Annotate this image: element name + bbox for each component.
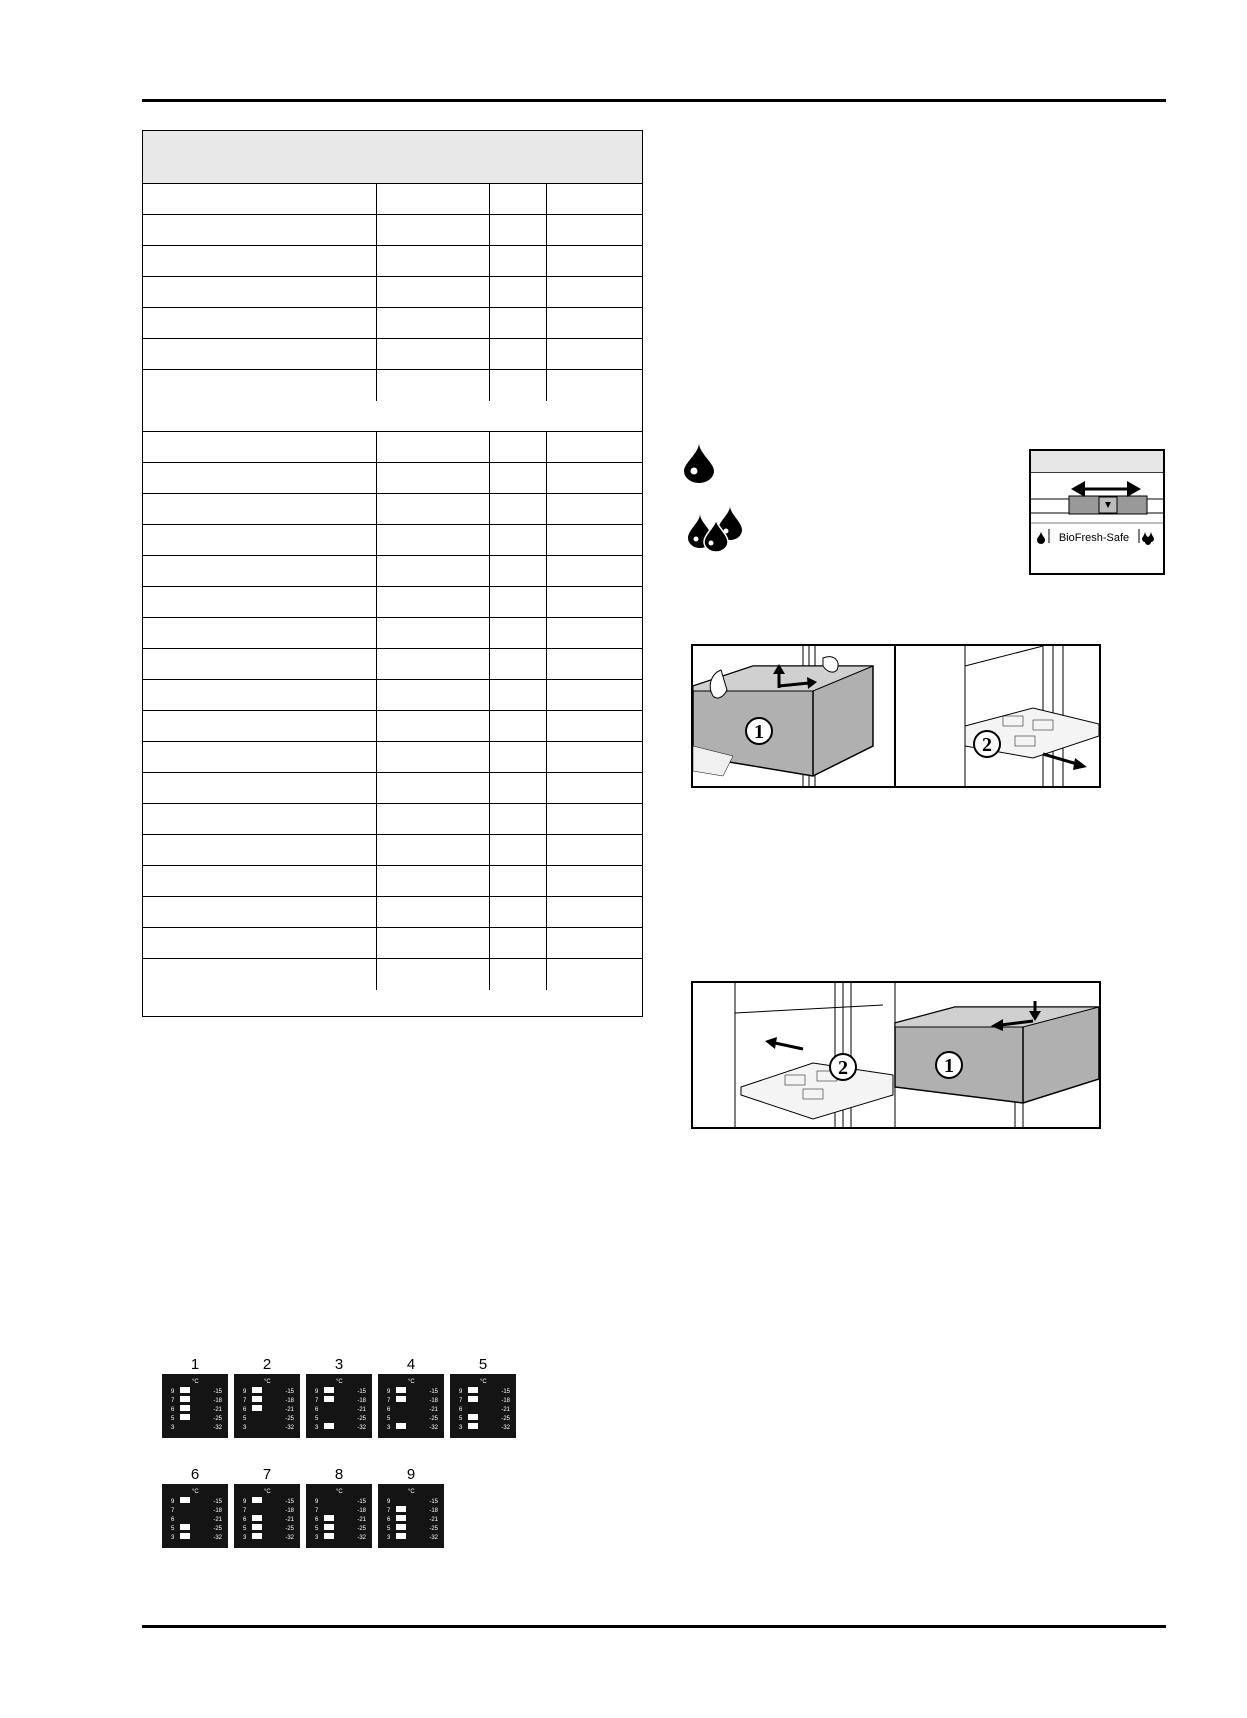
temperature-display <box>306 1466 372 1553</box>
scale-left-label: 6 <box>387 1407 391 1413</box>
display-number: 5 <box>478 1356 488 1373</box>
scale-right-label: -15 <box>429 1499 438 1505</box>
table-rows-group-2 <box>143 432 642 990</box>
scale-right-label: -21 <box>357 1407 366 1413</box>
scale-right-label: -25 <box>357 1416 366 1422</box>
temperature-display <box>234 1466 300 1553</box>
table-cell-divider <box>489 897 490 927</box>
table-cell-divider <box>376 339 377 369</box>
display-panel <box>306 1374 372 1438</box>
display-bar <box>396 1423 406 1429</box>
table-cell-divider <box>546 556 547 586</box>
scale-right-label: -32 <box>285 1535 294 1541</box>
table-cell-divider <box>376 556 377 586</box>
table-cell-divider <box>376 277 377 307</box>
display-bar <box>468 1396 478 1402</box>
temperature-display <box>162 1356 228 1443</box>
display-bar <box>396 1396 406 1402</box>
table-cell-divider <box>376 618 377 648</box>
table-cell-divider <box>376 773 377 803</box>
display-bar <box>252 1533 262 1539</box>
table-cell-divider <box>546 804 547 834</box>
display-bar <box>252 1497 262 1503</box>
scale-left-label: 5 <box>243 1416 247 1422</box>
table-cell-divider <box>376 308 377 338</box>
table-cell-divider <box>489 277 490 307</box>
display-unit: °C <box>336 1489 343 1495</box>
bottom-rule <box>142 1625 1166 1628</box>
table-row <box>143 804 642 835</box>
table-row <box>143 525 642 556</box>
table-cell-divider <box>546 277 547 307</box>
display-bar <box>180 1414 190 1420</box>
scale-right-label: -18 <box>429 1508 438 1514</box>
scale-left-label: 6 <box>315 1517 319 1523</box>
display-number: 8 <box>334 1466 344 1483</box>
display-bar <box>468 1423 478 1429</box>
scale-left-label: 3 <box>459 1425 463 1431</box>
table-cell-divider <box>546 897 547 927</box>
scale-left-label: 9 <box>387 1389 391 1395</box>
temperature-display <box>306 1356 372 1443</box>
scale-right-label: -21 <box>501 1407 510 1413</box>
table-row <box>143 556 642 587</box>
display-bar <box>180 1387 190 1393</box>
table-cell-divider <box>546 246 547 276</box>
table-cell-divider <box>489 928 490 958</box>
display-bar <box>324 1387 334 1393</box>
scale-right-label: -18 <box>285 1508 294 1514</box>
display-bar <box>252 1515 262 1521</box>
table-cell-divider <box>376 804 377 834</box>
table-cell-divider <box>376 215 377 245</box>
table-cell-divider <box>489 525 490 555</box>
table-row <box>143 432 642 463</box>
scale-left-label: 7 <box>243 1398 247 1404</box>
scale-right-label: -25 <box>501 1416 510 1422</box>
scale-right-label: -21 <box>285 1517 294 1523</box>
display-bar <box>180 1533 190 1539</box>
table-cell-divider <box>376 649 377 679</box>
display-bar <box>252 1405 262 1411</box>
top-rule <box>142 99 1166 102</box>
table-cell-divider <box>489 649 490 679</box>
table-cell-divider <box>546 525 547 555</box>
table-cell-divider <box>546 866 547 896</box>
scale-left-label: 7 <box>171 1398 175 1404</box>
scale-left-label: 6 <box>243 1407 247 1413</box>
table-cell-divider <box>376 866 377 896</box>
table-row <box>143 339 642 370</box>
table-divider-row <box>143 401 642 432</box>
table-cell-divider <box>546 370 547 401</box>
table-row <box>143 277 642 308</box>
table-cell-divider <box>489 959 490 990</box>
table-cell-divider <box>376 835 377 865</box>
scale-right-label: -15 <box>213 1389 222 1395</box>
display-panel <box>306 1484 372 1548</box>
table-cell-divider <box>376 897 377 927</box>
table-cell-divider <box>489 742 490 772</box>
display-bar <box>252 1387 262 1393</box>
table-cell-divider <box>489 835 490 865</box>
scale-right-label: -32 <box>213 1535 222 1541</box>
table-cell-divider <box>376 587 377 617</box>
drawer-removal-illustration <box>691 644 1101 788</box>
display-bar <box>324 1423 334 1429</box>
display-bar <box>468 1414 478 1420</box>
display-panel <box>378 1374 444 1438</box>
scale-right-label: -18 <box>501 1398 510 1404</box>
scale-left-label: 3 <box>315 1425 319 1431</box>
display-number: 9 <box>406 1466 416 1483</box>
scale-left-label: 7 <box>459 1398 463 1404</box>
scale-right-label: -18 <box>213 1398 222 1404</box>
scale-left-label: 9 <box>315 1499 319 1505</box>
display-number: 6 <box>190 1466 200 1483</box>
table-row <box>143 494 642 525</box>
scale-left-label: 6 <box>459 1407 463 1413</box>
scale-right-label: -15 <box>285 1499 294 1505</box>
slider-label: BioFresh-Safe <box>1058 532 1130 544</box>
scale-left-label: 5 <box>387 1526 391 1532</box>
display-bar <box>396 1515 406 1521</box>
scale-left-label: 5 <box>315 1416 319 1422</box>
table-cell-divider <box>489 773 490 803</box>
scale-right-label: -21 <box>429 1407 438 1413</box>
table-cell-divider <box>546 773 547 803</box>
storage-table <box>142 130 643 1017</box>
table-row <box>143 959 642 990</box>
scale-right-label: -25 <box>357 1526 366 1532</box>
table-row <box>143 680 642 711</box>
table-cell-divider <box>489 215 490 245</box>
table-cell-divider <box>489 370 490 401</box>
display-unit: °C <box>336 1379 343 1385</box>
display-bar <box>396 1506 406 1512</box>
scale-right-label: -32 <box>501 1425 510 1431</box>
display-unit: °C <box>408 1379 415 1385</box>
table-row <box>143 308 642 339</box>
display-unit: °C <box>480 1379 487 1385</box>
display-unit: °C <box>264 1489 271 1495</box>
table-cell-divider <box>376 959 377 990</box>
table-cell-divider <box>546 618 547 648</box>
table-cell-divider <box>376 494 377 524</box>
display-unit: °C <box>192 1379 199 1385</box>
scale-left-label: 3 <box>243 1535 247 1541</box>
table-row <box>143 587 642 618</box>
temperature-display-grid <box>162 1356 522 1556</box>
scale-right-label: -25 <box>213 1526 222 1532</box>
scale-right-label: -25 <box>285 1526 294 1532</box>
display-bar <box>324 1396 334 1402</box>
water-drops-icon <box>686 506 748 557</box>
display-unit: °C <box>408 1489 415 1495</box>
display-bar <box>180 1396 190 1402</box>
scale-left-label: 9 <box>459 1389 463 1395</box>
scale-left-label: 9 <box>171 1499 175 1505</box>
scale-left-label: 6 <box>315 1407 319 1413</box>
scale-right-label: -15 <box>357 1499 366 1505</box>
table-row <box>143 866 642 897</box>
scale-left-label: 7 <box>387 1398 391 1404</box>
scale-right-label: -18 <box>213 1508 222 1514</box>
table-cell-divider <box>489 308 490 338</box>
scale-right-label: -32 <box>429 1535 438 1541</box>
scale-right-label: -15 <box>501 1389 510 1395</box>
scale-left-label: 5 <box>315 1526 319 1532</box>
display-bar <box>252 1524 262 1530</box>
scale-right-label: -25 <box>429 1526 438 1532</box>
table-cell-divider <box>546 959 547 990</box>
table-cell-divider <box>376 711 377 741</box>
table-cell-divider <box>489 463 490 493</box>
display-number: 1 <box>190 1356 200 1373</box>
table-row <box>143 618 642 649</box>
scale-right-label: -32 <box>213 1425 222 1431</box>
table-row <box>143 463 642 494</box>
scale-left-label: 6 <box>243 1517 247 1523</box>
display-bar <box>180 1497 190 1503</box>
display-unit: °C <box>264 1379 271 1385</box>
temperature-display <box>378 1356 444 1443</box>
humidity-slider-panel <box>1029 449 1165 575</box>
scale-left-label: 6 <box>387 1517 391 1523</box>
scale-left-label: 5 <box>243 1526 247 1532</box>
step-marker: 2 <box>838 1057 848 1079</box>
table-cell-divider <box>376 680 377 710</box>
table-cell-divider <box>376 525 377 555</box>
display-bar <box>324 1515 334 1521</box>
table-cell-divider <box>546 835 547 865</box>
display-bar <box>396 1387 406 1393</box>
scale-right-label: -18 <box>429 1398 438 1404</box>
display-bar <box>468 1387 478 1393</box>
table-cell-divider <box>376 928 377 958</box>
display-bar <box>396 1533 406 1539</box>
scale-right-label: -18 <box>357 1398 366 1404</box>
scale-right-label: -15 <box>357 1389 366 1395</box>
scale-left-label: 3 <box>171 1535 175 1541</box>
table-cell-divider <box>546 742 547 772</box>
display-panel <box>234 1484 300 1548</box>
table-row <box>143 370 642 401</box>
display-panel <box>234 1374 300 1438</box>
scale-right-label: -18 <box>357 1508 366 1514</box>
table-cell-divider <box>489 866 490 896</box>
table-cell-divider <box>489 184 490 214</box>
scale-left-label: 3 <box>315 1535 319 1541</box>
display-panel <box>162 1484 228 1548</box>
scale-left-label: 6 <box>171 1517 175 1523</box>
scale-right-label: -21 <box>357 1517 366 1523</box>
table-cell-divider <box>489 711 490 741</box>
display-bar <box>324 1533 334 1539</box>
scale-left-label: 7 <box>171 1508 175 1514</box>
table-header <box>143 131 642 184</box>
table-row <box>143 246 642 277</box>
table-cell-divider <box>546 339 547 369</box>
table-row <box>143 649 642 680</box>
table-cell-divider <box>546 463 547 493</box>
drawer-insertion-illustration <box>691 981 1101 1129</box>
scale-left-label: 3 <box>243 1425 247 1431</box>
table-cell-divider <box>489 246 490 276</box>
scale-right-label: -32 <box>357 1535 366 1541</box>
table-cell-divider <box>546 711 547 741</box>
water-drop-icon <box>684 443 714 488</box>
scale-left-label: 9 <box>387 1499 391 1505</box>
scale-right-label: -25 <box>429 1416 438 1422</box>
table-cell-divider <box>489 618 490 648</box>
step-marker: 2 <box>982 734 992 756</box>
display-panel <box>450 1374 516 1438</box>
table-cell-divider <box>376 463 377 493</box>
table-cell-divider <box>546 494 547 524</box>
scale-right-label: -21 <box>285 1407 294 1413</box>
scale-left-label: 7 <box>315 1508 319 1514</box>
table-row <box>143 742 642 773</box>
table-cell-divider <box>546 308 547 338</box>
step-marker: 1 <box>754 721 764 743</box>
scale-left-label: 7 <box>315 1398 319 1404</box>
table-cell-divider <box>376 432 377 462</box>
scale-left-label: 7 <box>243 1508 247 1514</box>
table-cell-divider <box>489 680 490 710</box>
display-panel <box>162 1374 228 1438</box>
scale-right-label: -18 <box>285 1398 294 1404</box>
display-panel <box>378 1484 444 1548</box>
display-number: 2 <box>262 1356 272 1373</box>
scale-left-label: 9 <box>243 1389 247 1395</box>
display-bar <box>180 1405 190 1411</box>
table-cell-divider <box>546 215 547 245</box>
table-cell-divider <box>546 432 547 462</box>
scale-right-label: -32 <box>285 1425 294 1431</box>
temperature-display <box>234 1356 300 1443</box>
table-cell-divider <box>546 649 547 679</box>
scale-right-label: -32 <box>429 1425 438 1431</box>
table-cell-divider <box>546 184 547 214</box>
temperature-display <box>378 1466 444 1553</box>
display-bar <box>324 1524 334 1530</box>
table-cell-divider <box>489 587 490 617</box>
scale-left-label: 5 <box>459 1416 463 1422</box>
table-cell-divider <box>489 556 490 586</box>
scale-left-label: 3 <box>387 1425 391 1431</box>
scale-left-label: 9 <box>171 1389 175 1395</box>
display-bar <box>396 1524 406 1530</box>
table-cell-divider <box>489 494 490 524</box>
scale-left-label: 3 <box>387 1535 391 1541</box>
table-row <box>143 835 642 866</box>
table-row <box>143 928 642 959</box>
scale-left-label: 5 <box>387 1416 391 1422</box>
scale-left-label: 5 <box>171 1526 175 1532</box>
table-row <box>143 711 642 742</box>
scale-left-label: 9 <box>243 1499 247 1505</box>
table-cell-divider <box>376 370 377 401</box>
temperature-display <box>162 1466 228 1553</box>
scale-left-label: 7 <box>387 1508 391 1514</box>
table-cell-divider <box>489 432 490 462</box>
display-bar <box>180 1524 190 1530</box>
scale-left-label: 6 <box>171 1407 175 1413</box>
table-cell-divider <box>546 680 547 710</box>
table-cell-divider <box>546 928 547 958</box>
table-row <box>143 215 642 246</box>
scale-right-label: -21 <box>213 1517 222 1523</box>
scale-right-label: -32 <box>357 1425 366 1431</box>
scale-left-label: 5 <box>171 1416 175 1422</box>
display-bar <box>252 1396 262 1402</box>
table-cell-divider <box>376 246 377 276</box>
scale-right-label: -15 <box>285 1389 294 1395</box>
scale-right-label: -21 <box>213 1407 222 1413</box>
temperature-display <box>450 1356 516 1443</box>
scale-right-label: -25 <box>213 1416 222 1422</box>
table-cell-divider <box>546 587 547 617</box>
step-marker: 1 <box>944 1055 954 1077</box>
scale-right-label: -15 <box>429 1389 438 1395</box>
scale-right-label: -25 <box>285 1416 294 1422</box>
scale-left-label: 9 <box>315 1389 319 1395</box>
table-cell-divider <box>489 339 490 369</box>
display-unit: °C <box>192 1489 199 1495</box>
table-rows-group-1 <box>143 184 642 401</box>
table-cell-divider <box>376 184 377 214</box>
display-number: 7 <box>262 1466 272 1483</box>
display-number: 4 <box>406 1356 416 1373</box>
display-number: 3 <box>334 1356 344 1373</box>
scale-right-label: -21 <box>429 1517 438 1523</box>
table-row <box>143 184 642 215</box>
table-cell-divider <box>376 742 377 772</box>
table-cell-divider <box>489 804 490 834</box>
scale-left-label: 3 <box>171 1425 175 1431</box>
table-row <box>143 897 642 928</box>
table-row <box>143 773 642 804</box>
scale-right-label: -15 <box>213 1499 222 1505</box>
